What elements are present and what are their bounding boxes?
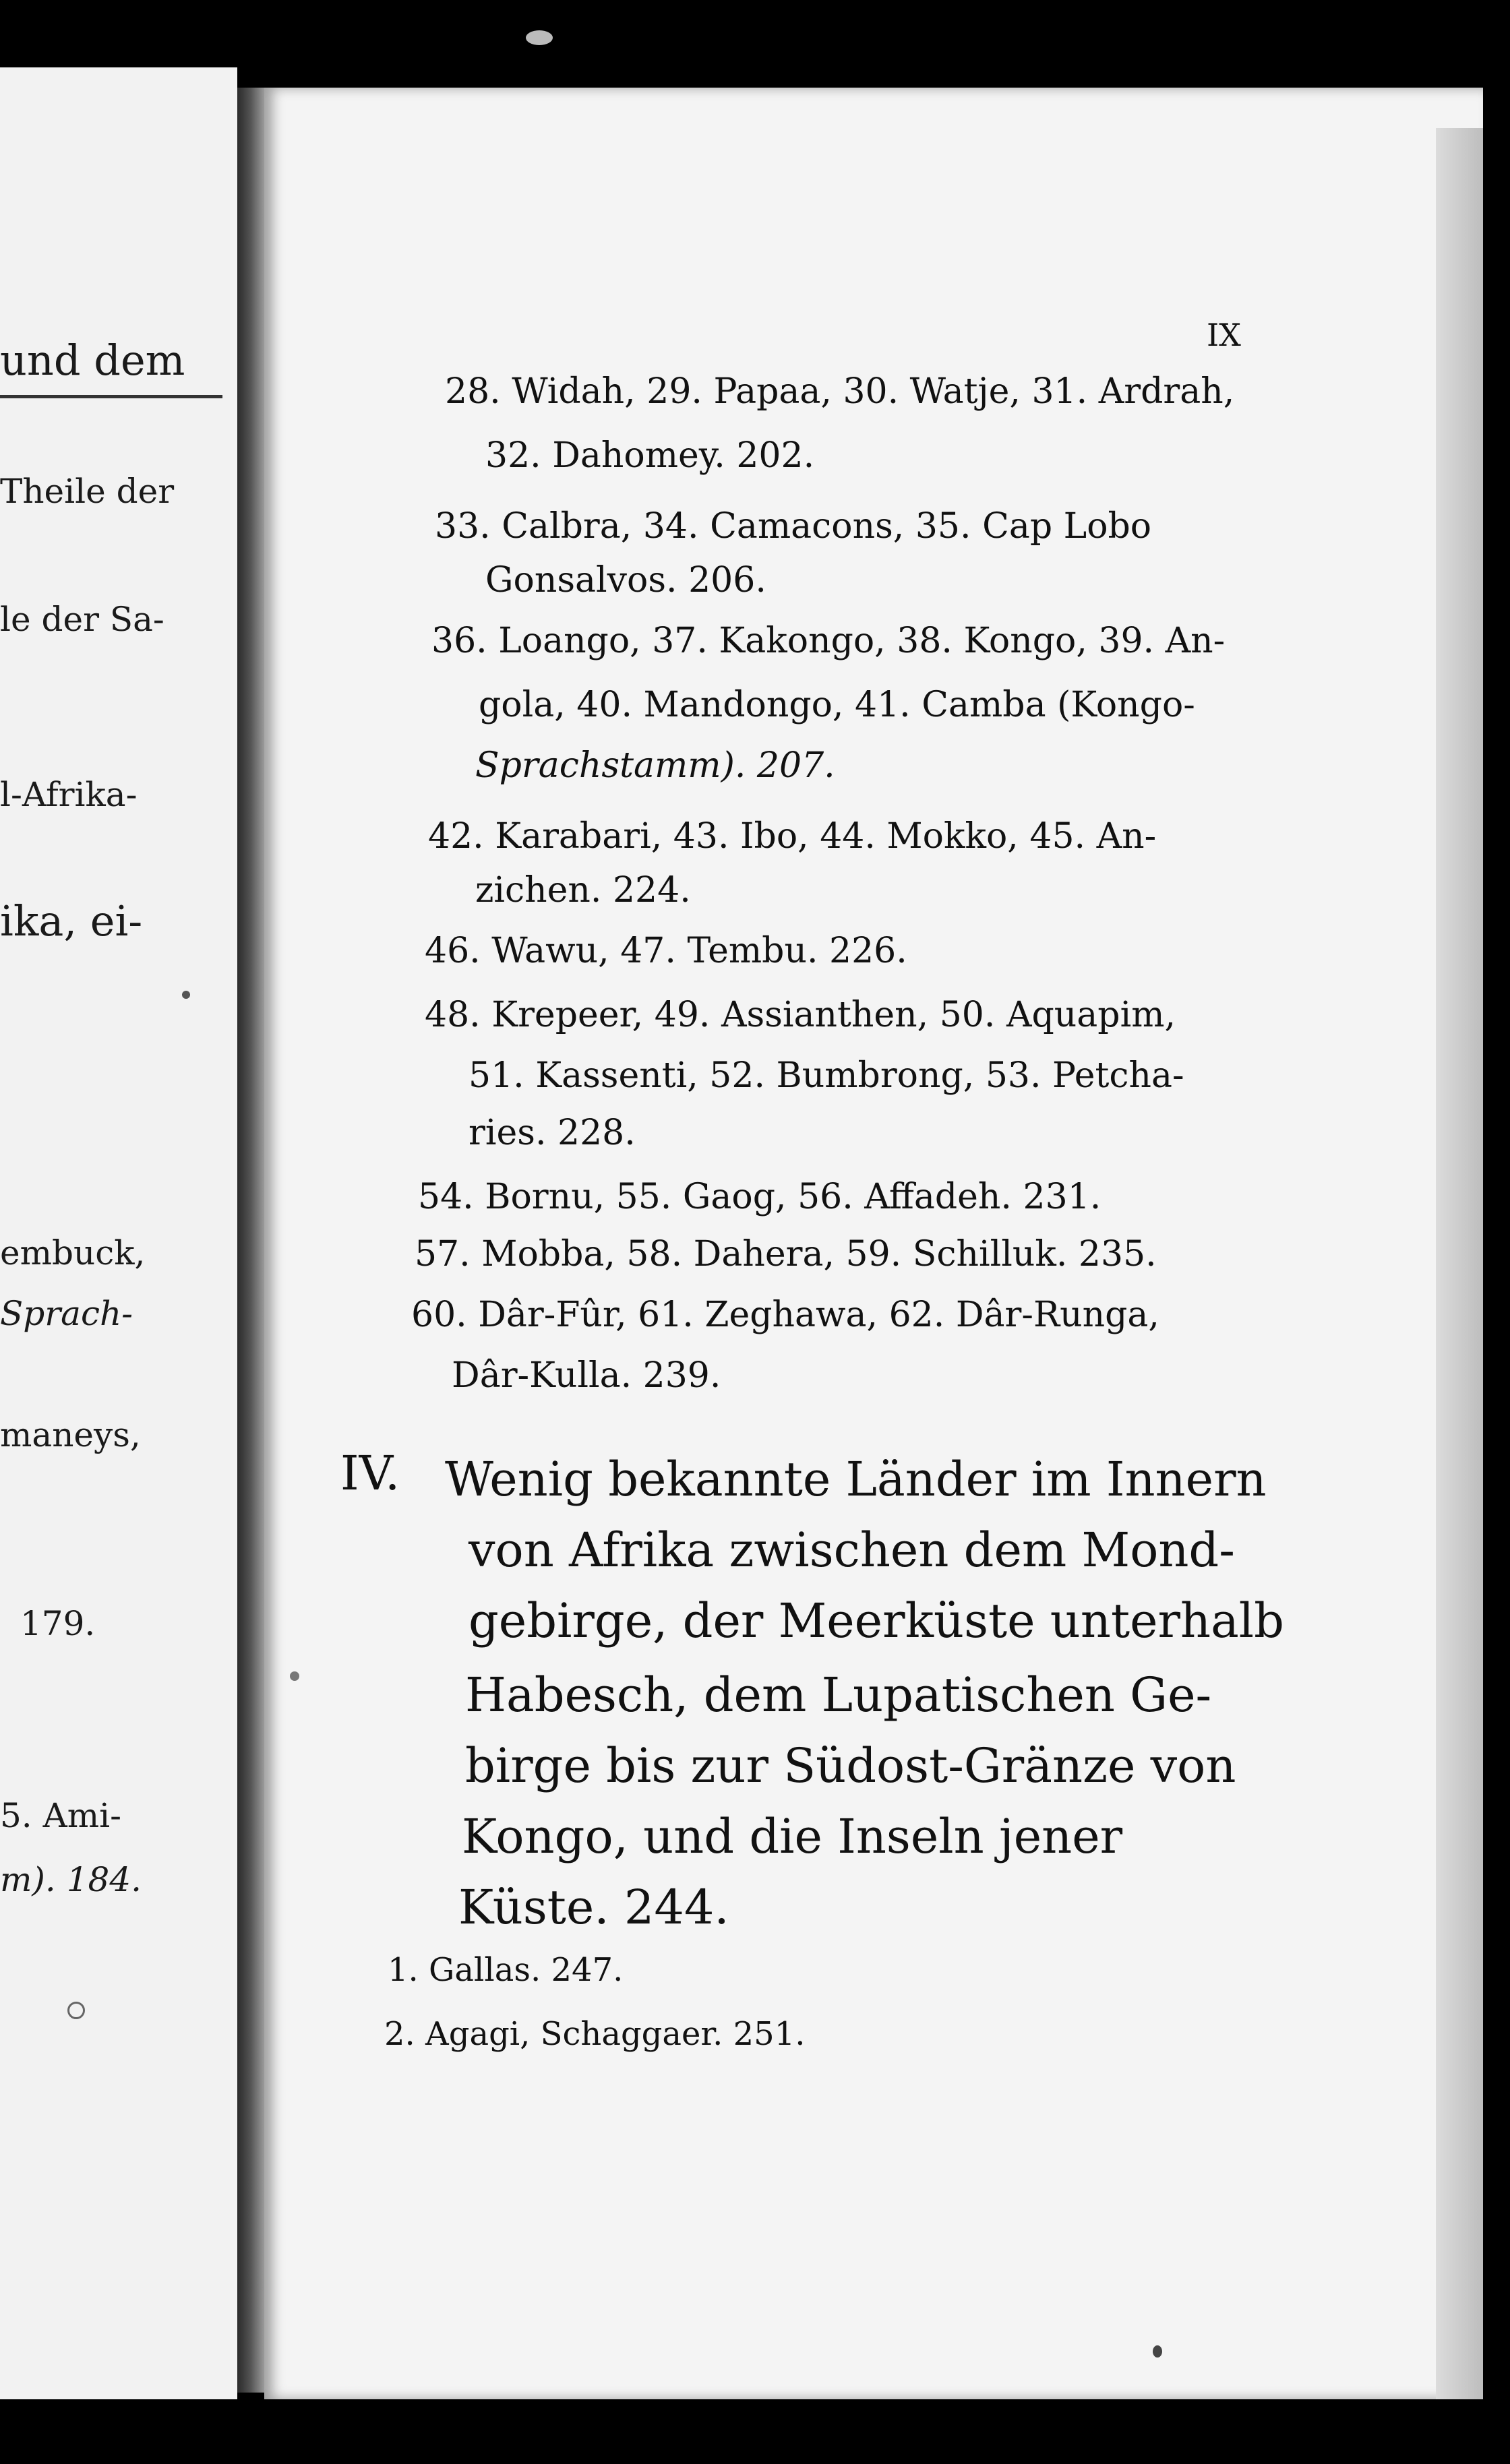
section-heading-line: gebirge, der Meerküste unterhalb [469,1593,1284,1649]
book-gutter [237,88,264,2393]
section-heading-line: Wenig bekannte Länder im Innern [445,1452,1267,1507]
subentry: 1. Gallas. 247. [388,1951,624,1989]
toc-line: zichen. 224. [475,870,691,911]
toc-line: 28. Widah, 29. Papaa, 30. Watje, 31. Ardrah, [445,371,1235,412]
ink-speck [290,1671,299,1681]
page-edge [1436,128,1483,2399]
toc-line: 48. Krepeer, 49. Assianthen, 50. Aquapim, [425,995,1176,1035]
toc-line: 32. Dahomey. 202. [485,435,815,476]
toc-line: ries. 228. [469,1113,636,1153]
section-heading-line: Habesch, dem Lupatischen Ge- [465,1667,1212,1723]
toc-line: 57. Mobba, 58. Dahera, 59. Schilluk. 235. [415,1234,1157,1274]
section-heading-line: Kongo, und die Inseln jener [462,1809,1123,1864]
left-fragment: 179. [20,1604,96,1643]
section-heading-line: birge bis zur Südost-Gränze von [465,1738,1236,1793]
left-fragment: maneys, [0,1415,141,1454]
ink-speck [182,991,190,999]
toc-line: Sprachstamm). 207. [475,745,835,786]
left-fragment: ika, ei- [0,896,143,946]
page-number: IX [1207,317,1241,353]
toc-line: 54. Bornu, 55. Gaog, 56. Affadeh. 231. [418,1177,1101,1217]
toc-line: 33. Calbra, 34. Camacons, 35. Cap Lobo [435,506,1152,547]
left-fragment: le der Sa- [0,600,164,639]
toc-line: 46. Wawu, 47. Tembu. 226. [425,931,907,971]
subentry: 2. Agagi, Schaggaer. 251. [384,2015,806,2053]
ink-speck [1153,2345,1162,2358]
left-fragment: Theile der [0,472,175,511]
toc-line: gola, 40. Mandongo, 41. Camba (Kongo- [479,685,1195,725]
toc-line: 51. Kassenti, 52. Bumbrong, 53. Petcha- [469,1055,1184,1096]
left-fragment: embuck, [0,1233,146,1272]
toc-line: 42. Karabari, 43. Ibo, 44. Mokko, 45. An- [428,816,1157,857]
left-fragment: und dem [0,336,185,385]
left-rule [0,395,222,398]
left-page [0,67,237,2399]
left-fragment: Sprach- [0,1294,133,1333]
left-fragment: m). 184. [0,1860,142,1899]
toc-line: 36. Loango, 37. Kakongo, 38. Kongo, 39. An- [431,621,1226,661]
section-heading-line: Küste. 244. [458,1880,729,1935]
toc-line: Dâr-Kulla. 239. [452,1355,721,1396]
toc-line: 60. Dâr-Fûr, 61. Zeghawa, 62. Dâr-Runga, [411,1295,1159,1335]
section-heading-line: von Afrika zwischen dem Mond- [469,1522,1235,1578]
section-numeral: IV. [340,1446,400,1501]
toc-line: Gonsalvos. 206. [485,560,766,600]
ink-speck [526,30,553,45]
left-fragment: 5. Ami- [0,1796,122,1835]
ink-speck [67,2002,85,2019]
left-fragment: l-Afrika- [0,775,138,814]
